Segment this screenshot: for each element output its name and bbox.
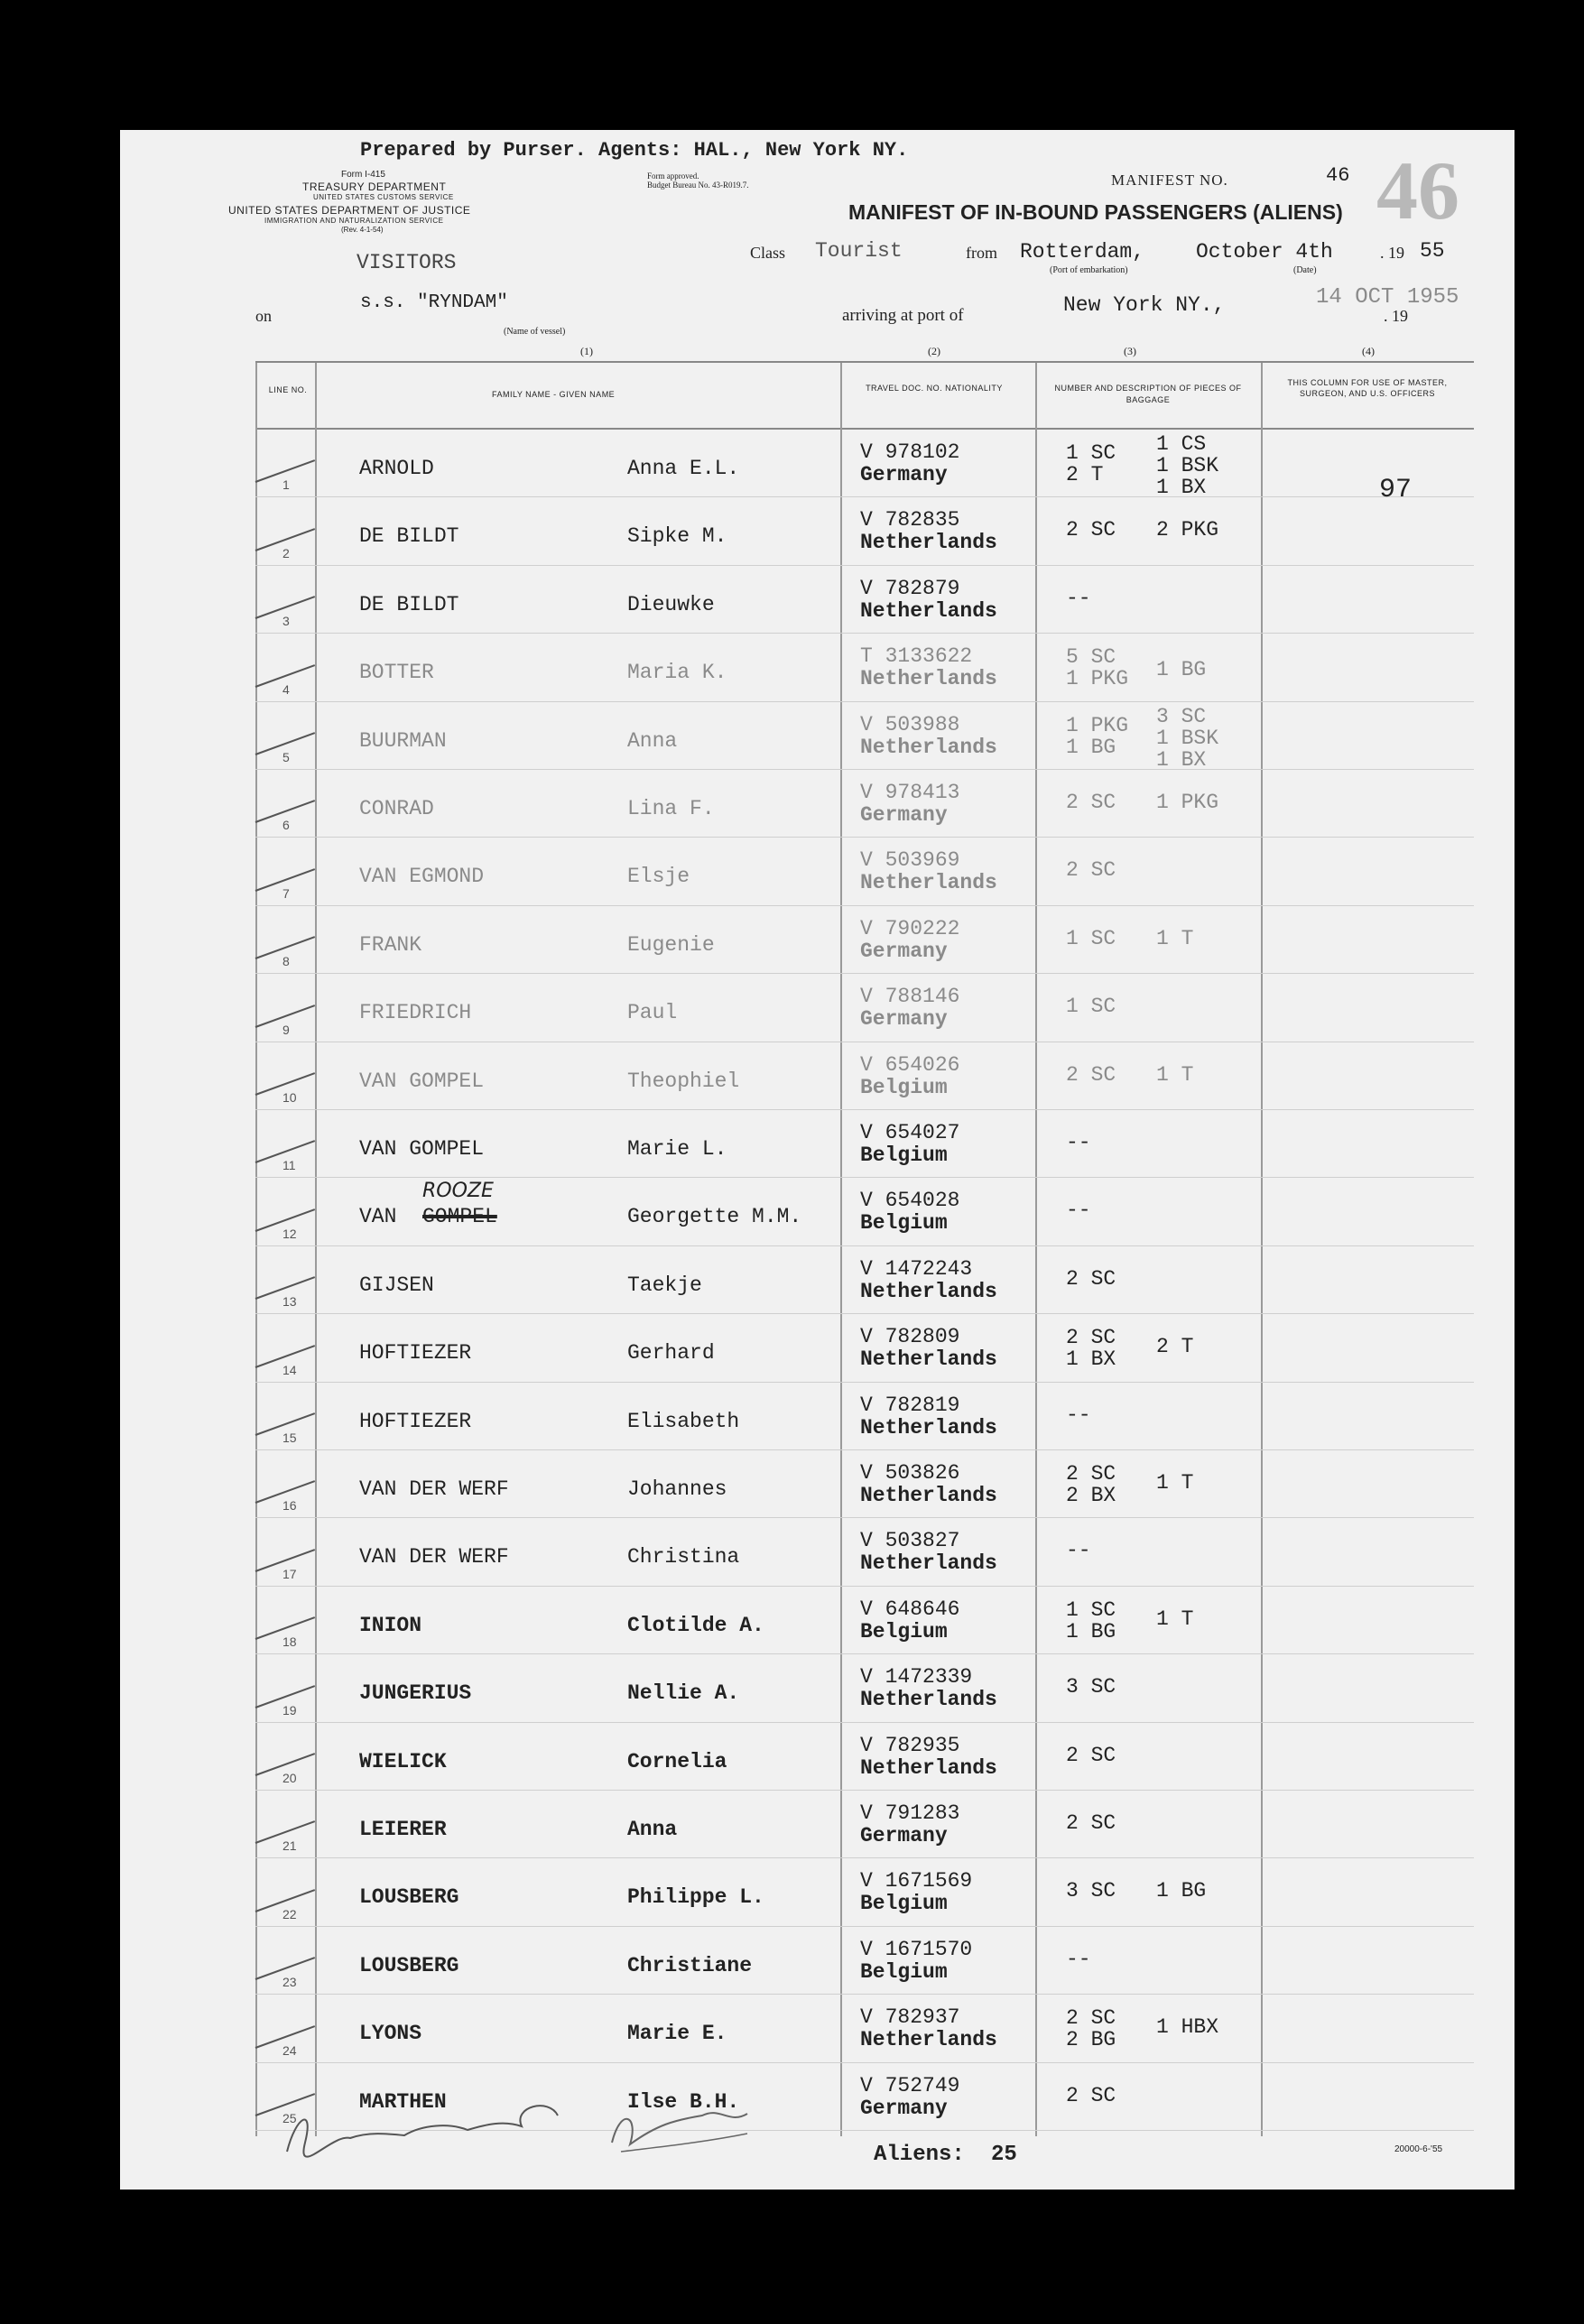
baggage-secondary: 1 CS 1 BSK 1 BX — [1156, 432, 1219, 499]
given-name: Paul — [627, 1001, 678, 1025]
baggage-primary: 2 SC 1 BX — [1066, 1326, 1116, 1372]
table-row — [120, 1314, 1515, 1382]
on-label: on — [255, 307, 272, 325]
travel-doc-number: V 503988 — [860, 712, 960, 736]
travel-doc-number: V 782879 — [860, 576, 960, 600]
family-name: HOFTIEZER — [359, 1341, 472, 1366]
treasury-dept: TREASURY DEPARTMENT — [302, 181, 447, 193]
date-caption: (Date) — [1293, 265, 1317, 275]
arrival-year-prefix: . 19 — [1384, 307, 1408, 325]
form-number: Form I-415 — [341, 170, 385, 180]
family-name: VAN GOMPEL — [359, 1137, 485, 1161]
manifest-no-label: MANIFEST NO. — [1111, 171, 1228, 189]
travel-doc-number: V 978102 — [860, 440, 960, 464]
family-name: DE BILDT — [359, 524, 459, 549]
port-caption: (Port of embarkation) — [1050, 265, 1128, 275]
baggage-secondary: 1 T — [1156, 1062, 1194, 1087]
travel-doc-number: V 654028 — [860, 1189, 960, 1213]
table-row — [120, 566, 1515, 634]
family-name: LOUSBERG — [359, 1953, 459, 1977]
baggage-primary: 3 SC — [1066, 1675, 1116, 1699]
vessel-name: s.s. "RYNDAM" — [360, 292, 508, 313]
family-name: ARNOLD — [359, 457, 434, 480]
table-row — [120, 906, 1515, 974]
nationality: Germany — [860, 463, 948, 486]
line-number: 6 — [283, 818, 290, 833]
travel-doc-number: V 791283 — [860, 1801, 960, 1825]
manifest-number-stamp: 46 — [1376, 144, 1459, 236]
travel-doc-number: V 503826 — [860, 1461, 960, 1485]
given-name: Anna — [627, 728, 678, 753]
given-name: Nellie A. — [627, 1681, 740, 1706]
family-name: LYONS — [359, 2022, 422, 2046]
nationality: Germany — [860, 2096, 948, 2120]
line-number: 1 — [283, 477, 290, 493]
travel-doc-number: V 503827 — [860, 1529, 960, 1553]
nationality: Belgium — [860, 1211, 948, 1236]
family-name: CONRAD — [359, 797, 434, 820]
line-number: 5 — [283, 749, 290, 764]
family-name: BOTTER — [359, 661, 434, 685]
travel-doc-number: V 648646 — [860, 1597, 960, 1621]
baggage-primary: 3 SC — [1066, 1879, 1116, 1903]
officer-note: 97 — [1379, 475, 1413, 505]
given-name: Marie E. — [627, 2022, 727, 2046]
given-name: Eugenie — [627, 932, 715, 957]
table-row — [120, 770, 1515, 838]
family-name: HOFTIEZER — [359, 1409, 472, 1433]
family-name: JUNGERIUS — [359, 1681, 472, 1706]
baggage-primary: 1 PKG 1 BG — [1066, 713, 1129, 759]
customs-service: UNITED STATES CUSTOMS SERVICE — [313, 193, 454, 201]
line-number: 8 — [283, 954, 290, 969]
travel-doc-number: V 782935 — [860, 1733, 960, 1757]
table-row — [120, 634, 1515, 701]
baggage-primary: 2 SC — [1066, 1811, 1116, 1835]
line-number: 12 — [283, 1226, 297, 1241]
line-number: 23 — [283, 1975, 297, 1990]
baggage-primary: 2 SC — [1066, 1062, 1116, 1087]
year-prefix: . 19 — [1380, 244, 1404, 262]
officer-signature — [278, 2088, 783, 2161]
given-name: Anna — [627, 1818, 678, 1841]
line-number: 9 — [283, 1022, 290, 1037]
line-number: 14 — [283, 1362, 297, 1377]
given-name: Christina — [627, 1545, 740, 1569]
baggage-primary: 2 SC — [1066, 518, 1116, 542]
table-row — [120, 1791, 1515, 1858]
given-name: Johannes — [627, 1477, 727, 1501]
family-name: VAN — [359, 1205, 397, 1229]
print-code: 20000-6-'55 — [1394, 2144, 1443, 2154]
table-row — [120, 1383, 1515, 1450]
table-row — [120, 1587, 1515, 1654]
aliens-count: 25 — [991, 2143, 1017, 2167]
aliens-label: Aliens: — [874, 2143, 965, 2167]
nationality: Belgium — [860, 1892, 948, 1916]
nationality: Belgium — [860, 1143, 948, 1167]
nationality: Netherlands — [860, 531, 997, 555]
family-name: GIJSEN — [359, 1273, 434, 1297]
given-name: Clotilde A. — [627, 1613, 764, 1637]
given-name: Gerhard — [627, 1341, 715, 1366]
form-revision: (Rev. 4-1-54) — [341, 226, 384, 234]
baggage-primary: 2 SC 2 BG — [1066, 2006, 1116, 2052]
given-name: Christiane — [627, 1953, 753, 1977]
line-number: 25 — [283, 2110, 297, 2125]
baggage-secondary: 1 T — [1156, 926, 1194, 950]
family-name: FRANK — [359, 932, 422, 957]
immigration-service: IMMIGRATION AND NATURALIZATION SERVICE — [264, 217, 444, 225]
line-number: 20 — [283, 1770, 297, 1785]
travel-doc-number: V 1671570 — [860, 1937, 973, 1961]
manifest-sheet — [120, 130, 1515, 2190]
nationality: Germany — [860, 1007, 948, 1032]
baggage-primary: 2 SC — [1066, 1743, 1116, 1767]
header-baggage: NUMBER AND DESCRIPTION OF PIECES OF BAGGAGE — [1054, 384, 1242, 404]
travel-doc-number: V 503969 — [860, 848, 960, 873]
baggage-primary: 1 SC — [1066, 926, 1116, 950]
line-number: 7 — [283, 885, 290, 901]
visitors-label: VISITORS — [357, 251, 457, 274]
given-name: Cornelia — [627, 1749, 727, 1773]
baggage-primary: 2 SC — [1066, 2083, 1116, 2107]
family-name: MARTHEN — [359, 2089, 447, 2114]
table-row — [120, 702, 1515, 770]
travel-doc-number: V 654027 — [860, 1121, 960, 1144]
manifest-title: MANIFEST OF IN-BOUND PASSENGERS (ALIENS) — [848, 200, 1343, 224]
line-number: 15 — [283, 1430, 297, 1445]
vessel-caption: (Name of vessel) — [504, 327, 566, 337]
class-value: Tourist — [815, 239, 903, 263]
baggage-secondary: 3 SC 1 BSK 1 BX — [1156, 704, 1219, 772]
line-number: 4 — [283, 681, 290, 697]
baggage-secondary: 1 T — [1156, 1606, 1194, 1631]
embark-date: October 4th — [1196, 240, 1333, 264]
baggage-primary: 1 SC 2 T — [1066, 441, 1116, 486]
given-name: Dieuwke — [627, 592, 715, 616]
baggage-primary: -- — [1066, 1403, 1091, 1427]
travel-doc-number: V 1472339 — [860, 1665, 973, 1690]
nationality: Netherlands — [860, 1755, 997, 1780]
given-name: Theophiel — [627, 1069, 740, 1093]
embark-port: Rotterdam, — [1020, 240, 1145, 264]
family-name: DE BILDT — [359, 592, 459, 616]
nationality: Germany — [860, 939, 948, 963]
nationality: Netherlands — [860, 1415, 997, 1440]
travel-doc-number: V 790222 — [860, 916, 960, 940]
given-name: Maria K. — [627, 661, 727, 685]
header-travel: TRAVEL DOC. NO. NATIONALITY — [866, 384, 1003, 393]
table-row — [120, 974, 1515, 1042]
baggage-primary: 1 SC — [1066, 995, 1116, 1019]
nationality: Belgium — [860, 1619, 948, 1643]
given-name: Anna E.L. — [627, 457, 740, 480]
manifest-number: 46 — [1326, 164, 1350, 187]
baggage-primary: 2 SC — [1066, 1266, 1116, 1291]
baggage-primary: -- — [1066, 1131, 1091, 1154]
table-row — [120, 430, 1515, 505]
given-name: Philippe L. — [627, 1885, 764, 1910]
line-number: 18 — [283, 1634, 297, 1650]
nationality: Netherlands — [860, 871, 997, 895]
line-number: 17 — [283, 1566, 297, 1581]
line-number: 16 — [283, 1498, 297, 1514]
nationality: Netherlands — [860, 2028, 997, 2052]
table-row — [120, 1042, 1515, 1110]
given-name: Taekje — [627, 1273, 702, 1297]
travel-doc-number: V 752749 — [860, 2073, 960, 2097]
family-name: LEIERER — [359, 1818, 447, 1841]
table-row — [120, 1178, 1515, 1245]
travel-doc-number: V 782809 — [860, 1325, 960, 1349]
handwritten-family-name: ROOZE — [422, 1180, 494, 1203]
prepared-by: Prepared by Purser. Agents: HAL., New York NY. — [360, 139, 909, 162]
table-row — [120, 1110, 1515, 1178]
line-number: 24 — [283, 2042, 297, 2058]
header-line-no: LINE NO. — [268, 385, 308, 394]
line-number: 10 — [283, 1089, 297, 1105]
arrival-date-stamp: 14 OCT 1955 — [1316, 285, 1459, 310]
given-name: Lina F. — [627, 797, 715, 820]
table-row — [120, 1723, 1515, 1791]
travel-doc-number: V 782937 — [860, 2005, 960, 2030]
line-number: 21 — [283, 1838, 297, 1854]
form-approved: Form approved. — [647, 171, 699, 181]
nationality: Netherlands — [860, 735, 997, 759]
justice-dept: UNITED STATES DEPARTMENT OF JUSTICE — [228, 204, 471, 217]
given-name: Ilse B.H. — [627, 2089, 740, 2114]
baggage-secondary: 1 BG — [1156, 658, 1207, 682]
line-number: 2 — [283, 545, 290, 560]
given-name: Georgette M.M. — [627, 1205, 802, 1229]
nationality: Netherlands — [860, 1551, 997, 1576]
family-name: VAN DER WERF — [359, 1477, 509, 1501]
given-name: Elisabeth — [627, 1409, 740, 1433]
year: 55 — [1420, 239, 1445, 263]
baggage-primary: 2 SC — [1066, 791, 1116, 814]
travel-doc-number: T 3133622 — [860, 644, 973, 669]
col-number-1: (1) — [580, 345, 593, 357]
from-label: from — [966, 244, 997, 262]
arrival-port: New York NY., — [1063, 293, 1226, 317]
nationality: Netherlands — [860, 598, 997, 623]
table-row — [120, 1927, 1515, 1995]
col-number-3: (3) — [1124, 345, 1136, 357]
travel-doc-number: V 978413 — [860, 781, 960, 804]
table-row — [120, 497, 1515, 565]
table-row — [120, 1858, 1515, 1926]
baggage-primary: -- — [1066, 1199, 1091, 1223]
given-name: Elsje — [627, 865, 690, 889]
nationality: Netherlands — [860, 1347, 997, 1372]
family-name: VAN DER WERF — [359, 1545, 509, 1569]
baggage-secondary: 1 PKG — [1156, 791, 1219, 814]
table-row — [120, 1518, 1515, 1586]
baggage-primary: -- — [1066, 586, 1091, 610]
table-row — [120, 1995, 1515, 2062]
family-name: BUURMAN — [359, 728, 447, 753]
table-row — [120, 1450, 1515, 1518]
arriving-label: arriving at port of — [842, 306, 964, 325]
travel-doc-number: V 782819 — [860, 1393, 960, 1417]
baggage-primary: 2 SC 2 BX — [1066, 1462, 1116, 1507]
header-officers: THIS COLUMN FOR USE OF MASTER, SURGEON, AND U.S. OFFICERS — [1287, 378, 1448, 398]
travel-doc-number: V 1671569 — [860, 1869, 973, 1893]
line-number: 13 — [283, 1294, 297, 1310]
family-name: VAN GOMPEL — [359, 1069, 485, 1093]
nationality: Netherlands — [860, 667, 997, 691]
budget-bureau: Budget Bureau No. 43-R019.7. — [647, 181, 749, 190]
travel-doc-number: V 788146 — [860, 985, 960, 1009]
given-name: Sipke M. — [627, 524, 727, 549]
travel-doc-number: V 782835 — [860, 508, 960, 532]
nationality: Belgium — [860, 1959, 948, 1984]
baggage-primary: -- — [1066, 1947, 1091, 1971]
table-row — [120, 1246, 1515, 1314]
baggage-primary: 2 SC — [1066, 858, 1116, 883]
nationality: Netherlands — [860, 1688, 997, 1712]
nationality: Netherlands — [860, 1484, 997, 1507]
family-name: LOUSBERG — [359, 1885, 459, 1910]
family-name: VAN EGMOND — [359, 865, 485, 889]
line-number: 22 — [283, 1906, 297, 1921]
given-name: Marie L. — [627, 1137, 727, 1161]
baggage-secondary: 1 BG — [1156, 1879, 1207, 1903]
travel-doc-number: V 654026 — [860, 1052, 960, 1077]
family-name: INION — [359, 1613, 422, 1637]
col-number-2: (2) — [928, 345, 940, 357]
baggage-secondary: 1 HBX — [1156, 2015, 1219, 2040]
line-number: 11 — [283, 1158, 296, 1173]
col-number-4: (4) — [1362, 345, 1375, 357]
family-name: FRIEDRICH — [359, 1001, 472, 1025]
nationality: Germany — [860, 803, 948, 827]
table-row — [120, 838, 1515, 905]
class-label: Class — [750, 244, 786, 262]
baggage-secondary: 2 PKG — [1156, 518, 1219, 542]
nationality: Netherlands — [860, 1279, 997, 1303]
line-number: 19 — [283, 1702, 297, 1718]
baggage-primary: -- — [1066, 1539, 1091, 1563]
struck-family-name: GOMPEL — [422, 1205, 497, 1229]
family-name: WIELICK — [359, 1749, 447, 1773]
nationality: Germany — [860, 1824, 948, 1847]
baggage-secondary: 1 T — [1156, 1471, 1194, 1495]
baggage-secondary: 2 T — [1156, 1335, 1194, 1359]
baggage-primary: 1 SC 1 BG — [1066, 1597, 1116, 1643]
table-row — [120, 1654, 1515, 1722]
nationality: Belgium — [860, 1075, 948, 1099]
baggage-primary: 5 SC 1 PKG — [1066, 645, 1129, 691]
travel-doc-number: V 1472243 — [860, 1256, 973, 1281]
header-name: FAMILY NAME - GIVEN NAME — [492, 390, 616, 399]
line-number: 3 — [283, 614, 290, 629]
